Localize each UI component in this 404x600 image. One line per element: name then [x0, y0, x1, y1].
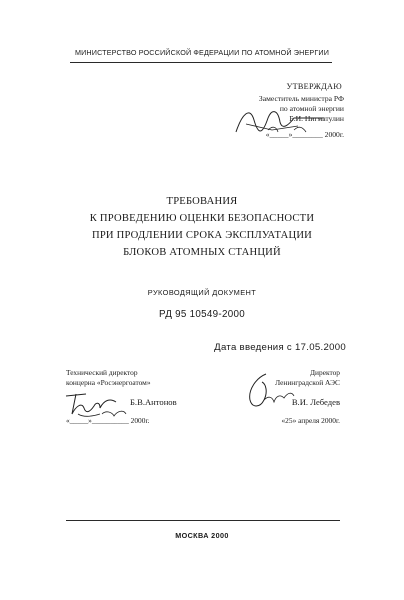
publication-place-year: МОСКВА 2000 [175, 531, 229, 540]
right-signatory-position-line2: Ленинградской АЭС [275, 378, 340, 387]
footer-divider [66, 520, 340, 521]
introduction-date: Дата введения с 17.05.2000 [214, 342, 346, 353]
left-signatory-date: «_____»__________ 2000г. [66, 416, 150, 425]
document-title-line3: ПРИ ПРОДЛЕНИИ СРОКА ЭКСПЛУАТАЦИИ [91, 230, 313, 241]
document-number: РД 95 10549-2000 [159, 309, 245, 320]
document-type: РУКОВОДЯЩИЙ ДОКУМЕНТ [147, 288, 257, 297]
header-divider [70, 62, 332, 63]
document-title-line2: К ПРОВЕДЕНИЮ ОЦЕНКИ БЕЗОПАСНОСТИ [89, 213, 315, 224]
left-signature [60, 384, 140, 424]
ministry-header: МИНИСТЕРСТВО РОССИЙСКОЙ ФЕДЕРАЦИИ ПО АТОМНОЙ ЭНЕРГИИ [74, 48, 330, 57]
left-signatory-position-line1: Технический директор [66, 368, 138, 377]
right-signatory-name: В.И. Лебедев [291, 397, 340, 407]
approval-date: «_____»________ 2000г. [265, 130, 344, 139]
approval-heading: УТВЕРЖДАЮ [286, 82, 342, 91]
document-title-line4: БЛОКОВ АТОМНЫХ СТАНЦИЙ [123, 247, 281, 258]
approval-signature [228, 96, 338, 144]
left-signatory-position-line2: концерна «Росэнергоатом» [66, 378, 151, 387]
document-title-line1: ТРЕБОВАНИЯ [166, 196, 238, 207]
approval-position-line2: по атомной энергии [279, 104, 344, 113]
approval-position-line1: Заместитель министра РФ [258, 94, 344, 103]
approval-name: Б.И. Нигматулин [289, 114, 344, 123]
right-signature [236, 370, 306, 414]
right-signatory-date: «25» апреля 2000г. [281, 416, 340, 425]
left-signatory-name: Б.В.Антонов [130, 397, 177, 407]
right-signatory-position-line1: Директор [310, 368, 340, 377]
